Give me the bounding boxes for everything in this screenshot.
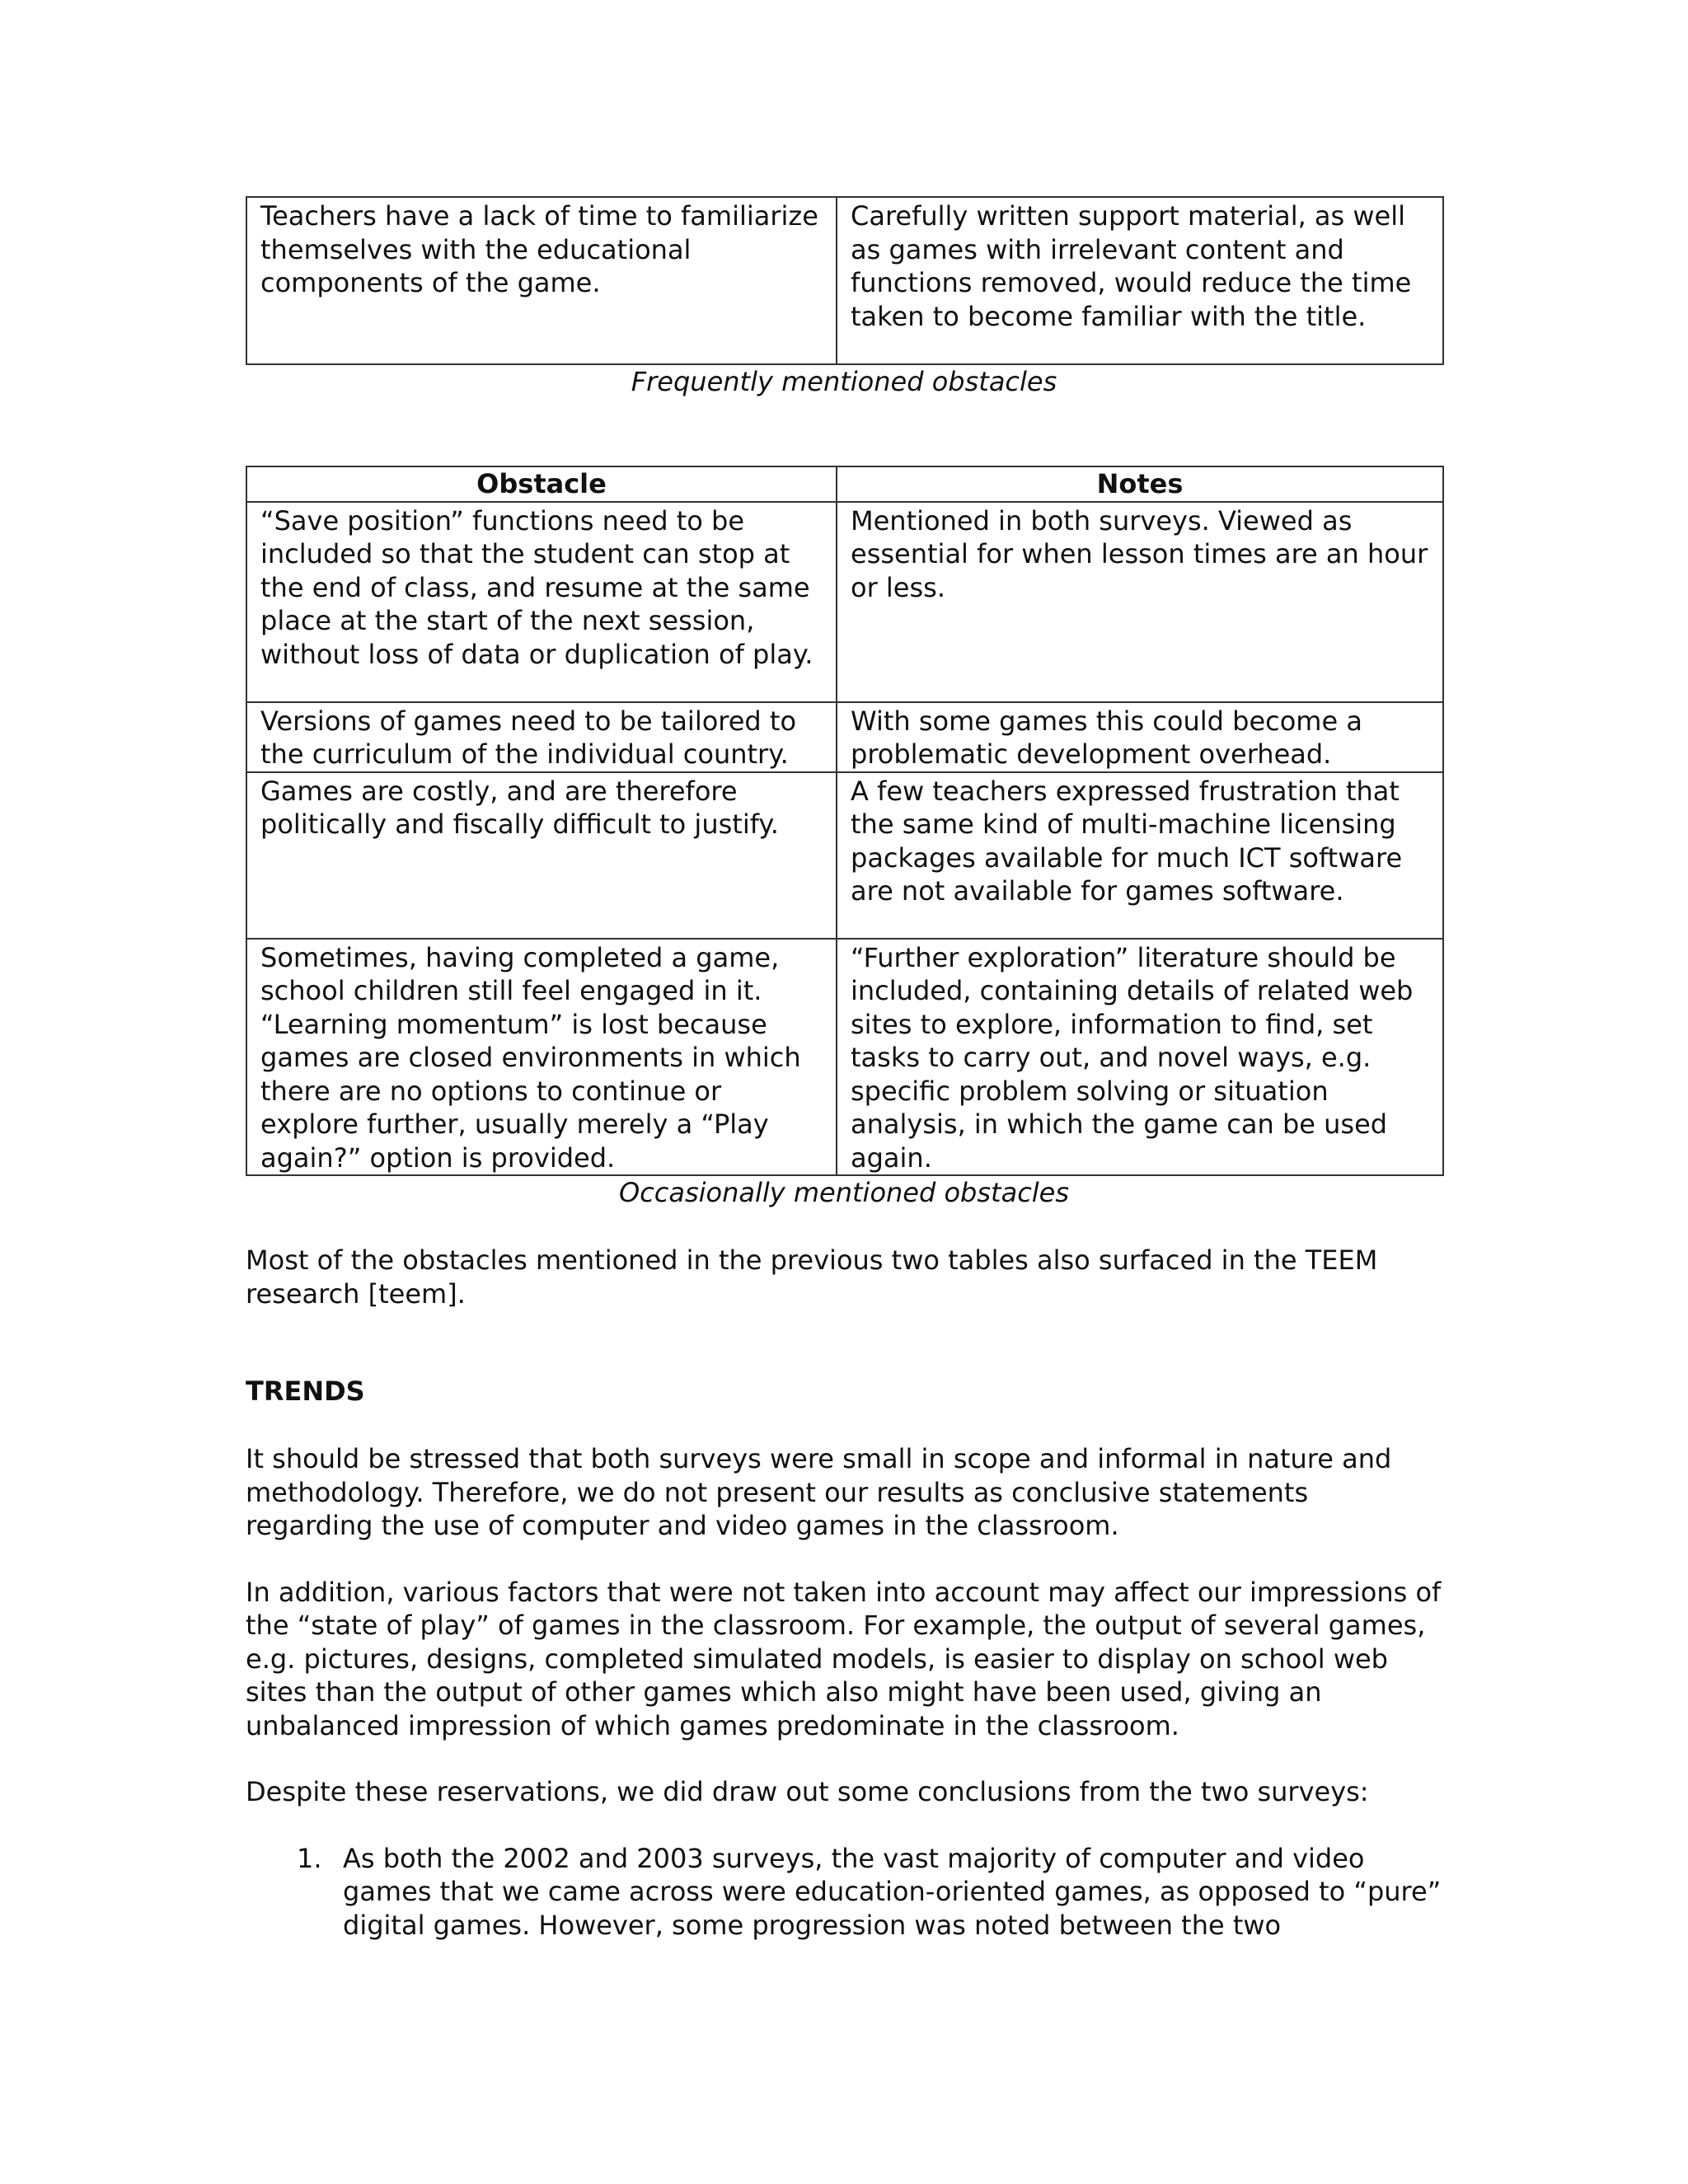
obstacle-cell: Versions of games need to be tailored to the curriculum of the individual country. <box>246 702 837 772</box>
table-header-row <box>246 466 1443 502</box>
header-obstacle: Obstacle <box>246 466 837 502</box>
list-item-text: As both the 2002 and 2003 surveys, the vast majority of computer and video games that we came across were education-oriented games, as opposed to “pure” digital games. However, some progression was noted between the two <box>343 1842 1442 1941</box>
paragraph-stressed: It should be stressed that both surveys were small in scope and informal in nature and methodology. Therefore, we do not present our results as conclusive statements regarding the use of computer and video games in the classroom. <box>246 1443 1392 1541</box>
conclusions-list <box>246 1842 1442 1943</box>
notes-cell: Mentioned in both surveys. Viewed as essential for when lesson times are an hour or less. <box>837 502 1443 702</box>
table-row <box>246 502 1443 702</box>
spacer <box>246 1543 1442 1576</box>
list-item <box>246 1842 1442 1943</box>
header-notes: Notes <box>837 466 1443 502</box>
notes-cell: With some games this could become a problematic development overhead. <box>837 702 1443 772</box>
spacer <box>246 1209 1442 1244</box>
obstacle-cell: Teachers have a lack of time to familiarize themselves with the educational components of the game. <box>246 197 837 364</box>
spacer <box>246 398 1442 466</box>
spacer <box>246 1408 1442 1442</box>
section-heading-trends: TRENDS <box>246 1376 365 1407</box>
obstacle-cell: “Save position” functions need to be included so that the student can stop at the end of class, and resume at the same place at the start of the next session, without loss of data or duplication of play. <box>246 502 837 702</box>
notes-cell: A few teachers expressed frustration that the same kind of multi-machine licensing packages available for much ICT software are not available for games software. <box>837 772 1443 939</box>
obstacle-cell: Games are costly, and are therefore politically and fiscally difficult to justify. <box>246 772 837 939</box>
notes-cell: “Further exploration” literature should be included, containing details of related web sites to explore, information to find, set tasks to carry out, and novel ways, e.g. specific problem solving or situation analysis, in which the game can be used again. <box>837 939 1443 1176</box>
frequent-obstacles-table <box>246 196 1444 365</box>
table-row <box>246 197 1443 364</box>
table-row <box>246 702 1443 772</box>
paragraph-teem: Most of the obstacles mentioned in the previous two tables also surfaced in the TEEM research [teem]. <box>246 1244 1378 1310</box>
document-page <box>246 196 1442 1942</box>
spacer <box>246 1742 1442 1775</box>
notes-cell: Carefully written support material, as well as games with irrelevant content and functions removed, would reduce the time taken to become familiar with the title. <box>837 197 1443 364</box>
spacer <box>246 1809 1442 1842</box>
list-item-number: 1. <box>297 1842 322 1874</box>
occasional-obstacles-table <box>246 466 1444 1176</box>
spacer <box>246 1310 1442 1375</box>
table-caption-occasional: Occasionally mentioned obstacles <box>618 1177 1070 1208</box>
table-caption-frequent: Frequently mentioned obstacles <box>631 366 1057 397</box>
paragraph-despite: Despite these reservations, we did draw out some conclusions from the two surveys: <box>246 1776 1369 1807</box>
obstacle-cell: Sometimes, having completed a game, school children still feel engaged in it. “Learning momentum” is lost because games are closed environments in which there are no options to continue or explore further, usually merely a “Play again?” option is provided. <box>246 939 837 1176</box>
paragraph-addition: In addition, various factors that were not taken into account may affect our impressions of the “state of play” of games in the classroom. For example, the output of several games, e.g. pictures, designs, completed simulated models, is easier to display on school web sites than the output of other games which also might have been used, giving an unbalanced impression of which games predominate in the classroom. <box>246 1576 1442 1741</box>
table-row <box>246 939 1443 1176</box>
table-row <box>246 772 1443 939</box>
